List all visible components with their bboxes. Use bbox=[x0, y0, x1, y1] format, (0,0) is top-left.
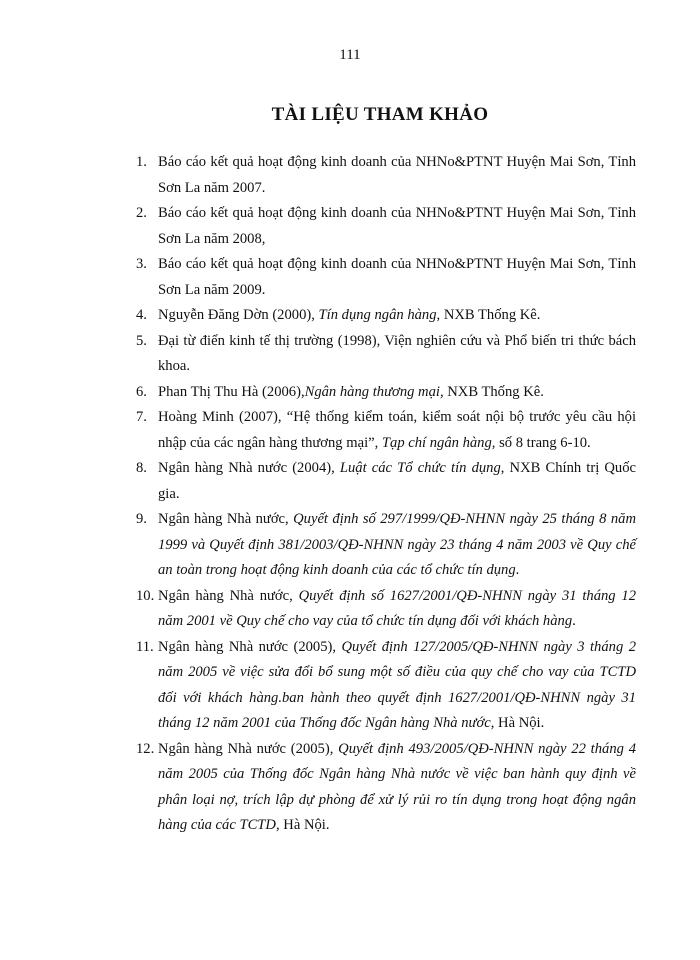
reference-item bbox=[136, 329, 636, 380]
reference-item bbox=[136, 380, 636, 406]
reference-segment: Phan Thị Thu Hà (2006), bbox=[158, 383, 305, 400]
reference-number: 11. bbox=[136, 638, 154, 655]
reference-item bbox=[136, 303, 636, 329]
reference-segment: NXB Thống Kê. bbox=[443, 383, 544, 400]
reference-number: 12. bbox=[136, 740, 155, 757]
reference-item bbox=[136, 456, 636, 507]
reference-number: 5. bbox=[136, 332, 147, 349]
reference-segment: Ngân hàng Nhà nước, bbox=[158, 511, 294, 527]
reference-segment: Ngân hàng Nhà nước (2005), bbox=[158, 638, 342, 655]
reference-text bbox=[158, 639, 636, 732]
reference-segment: Báo cáo kết quả hoạt động kinh doanh của NHNo&PTNT Huyện Mai Sơn, Tỉnh Sơn La năm 2009. bbox=[158, 256, 636, 298]
reference-list bbox=[136, 150, 636, 839]
reference-item bbox=[136, 584, 636, 635]
reference-segment: Nguyễn Đăng Dờn (2000), bbox=[158, 307, 319, 323]
reference-number: 8. bbox=[136, 460, 147, 476]
reference-number: 10. bbox=[136, 587, 155, 604]
reference-text bbox=[158, 256, 636, 298]
reference-item bbox=[136, 737, 636, 839]
reference-segment: , số 8 trang 6-10. bbox=[491, 434, 591, 451]
reference-text bbox=[158, 460, 636, 502]
reference-number: 2. bbox=[136, 205, 147, 221]
reference-number: 9. bbox=[136, 511, 147, 527]
reference-number: 7. bbox=[136, 409, 147, 425]
reference-text bbox=[158, 511, 636, 578]
reference-text bbox=[158, 409, 636, 451]
reference-segment: Ngân hàng Nhà nước, bbox=[158, 587, 299, 604]
reference-text bbox=[158, 384, 544, 400]
reference-segment: Báo cáo kết quả hoạt động kinh doanh của NHNo&PTNT Huyện Mai Sơn, Tỉnh Sơn La năm 2007. bbox=[158, 154, 636, 196]
reference-text bbox=[158, 333, 636, 375]
reference-italic-segment: Quyết định số 1627/2001/QĐ-NHNN ngày 31 tháng 12 năm 2001 về Quy chế cho vay của tổ chức tín dụng đối với khách hàng bbox=[158, 587, 636, 629]
reference-item bbox=[136, 507, 636, 584]
reference-item bbox=[136, 201, 636, 252]
reference-item bbox=[136, 252, 636, 303]
reference-italic-segment: Ngân hàng thương mại, bbox=[304, 383, 444, 400]
reference-number: 6. bbox=[136, 383, 147, 400]
reference-text bbox=[158, 588, 636, 630]
reference-italic-segment: Tín dụng ngân hàng bbox=[318, 307, 437, 323]
reference-number: 4. bbox=[136, 307, 147, 323]
reference-number: 3. bbox=[136, 256, 147, 272]
reference-number: 1. bbox=[136, 154, 147, 170]
reference-italic-segment: Luật các Tổ chức tín dụng bbox=[339, 460, 501, 476]
reference-text bbox=[158, 741, 636, 834]
reference-item bbox=[136, 150, 636, 201]
reference-italic-segment: Quyết định số 297/1999/QĐ-NHNN ngày 25 tháng 8 năm 1999 và Quyết định 381/2003/QĐ-NHNN ngày 23 tháng 4 năm 2003 về Quy chế an toàn trong hoạt động kinh doanh của các tổ chức tín dụng bbox=[158, 511, 636, 578]
reference-item bbox=[136, 635, 636, 737]
reference-segment: , NXB Chính trị Quốc gia. bbox=[158, 460, 636, 502]
reference-segment: . bbox=[572, 613, 576, 629]
reference-text bbox=[158, 307, 540, 323]
reference-segment: Hoàng Minh (2007), “Hệ thống kiểm toán, kiểm soát nội bộ trước yêu cầu hội nhập của các ngân hàng thương mại”, bbox=[158, 409, 636, 451]
page-title: TÀI LIỆU THAM KHẢO bbox=[271, 104, 489, 125]
reference-segment: Đại từ điển kinh tế thị trường (1998), Viện nghiên cứu và Phổ biến tri thức bách khoa. bbox=[158, 332, 636, 374]
reference-italic-segment: Tạp chí ngân hàng bbox=[381, 434, 492, 451]
reference-segment: Ngân hàng Nhà nước (2004), bbox=[158, 460, 340, 476]
reference-segment: . bbox=[515, 562, 520, 578]
reference-segment: Báo cáo kết quả hoạt động kinh doanh của NHNo&PTNT Huyện Mai Sơn, Tỉnh Sơn La năm 2008, bbox=[158, 205, 636, 247]
reference-text bbox=[158, 154, 636, 196]
reference-segment: , Hà Nội. bbox=[490, 715, 545, 731]
page-number: 111 bbox=[339, 47, 361, 63]
reference-text bbox=[158, 205, 636, 247]
reference-segment: Hà Nội. bbox=[279, 817, 330, 833]
reference-segment: Ngân hàng Nhà nước (2005), bbox=[158, 740, 339, 757]
reference-italic-segment: Quyết định 493/2005/QĐ-NHNN ngày 22 tháng 4 năm 2005 của Thống đốc Ngân hàng Nhà nước về việc ban hành quy định về phân loại nợ, trích lập dự phòng để xử lý rủi ro tín dụng trong hoạt động ngân hàng của các TCTD, bbox=[158, 740, 636, 833]
reference-item bbox=[136, 405, 636, 456]
reference-segment: , NXB Thống Kê. bbox=[436, 307, 541, 323]
reference-italic-segment: Quyết định 127/2005/QĐ-NHNN ngày 3 tháng 2 năm 2005 về việc sửa đổi bổ sung một số điều của quy chế cho vay của TCTD đối với khách hàng.ban hành theo quyết định 1627/2001/QĐ-NHNN ngày 31 tháng 12 năm 2001 của Thống đốc Ngân hàng Nhà nước bbox=[158, 638, 636, 731]
